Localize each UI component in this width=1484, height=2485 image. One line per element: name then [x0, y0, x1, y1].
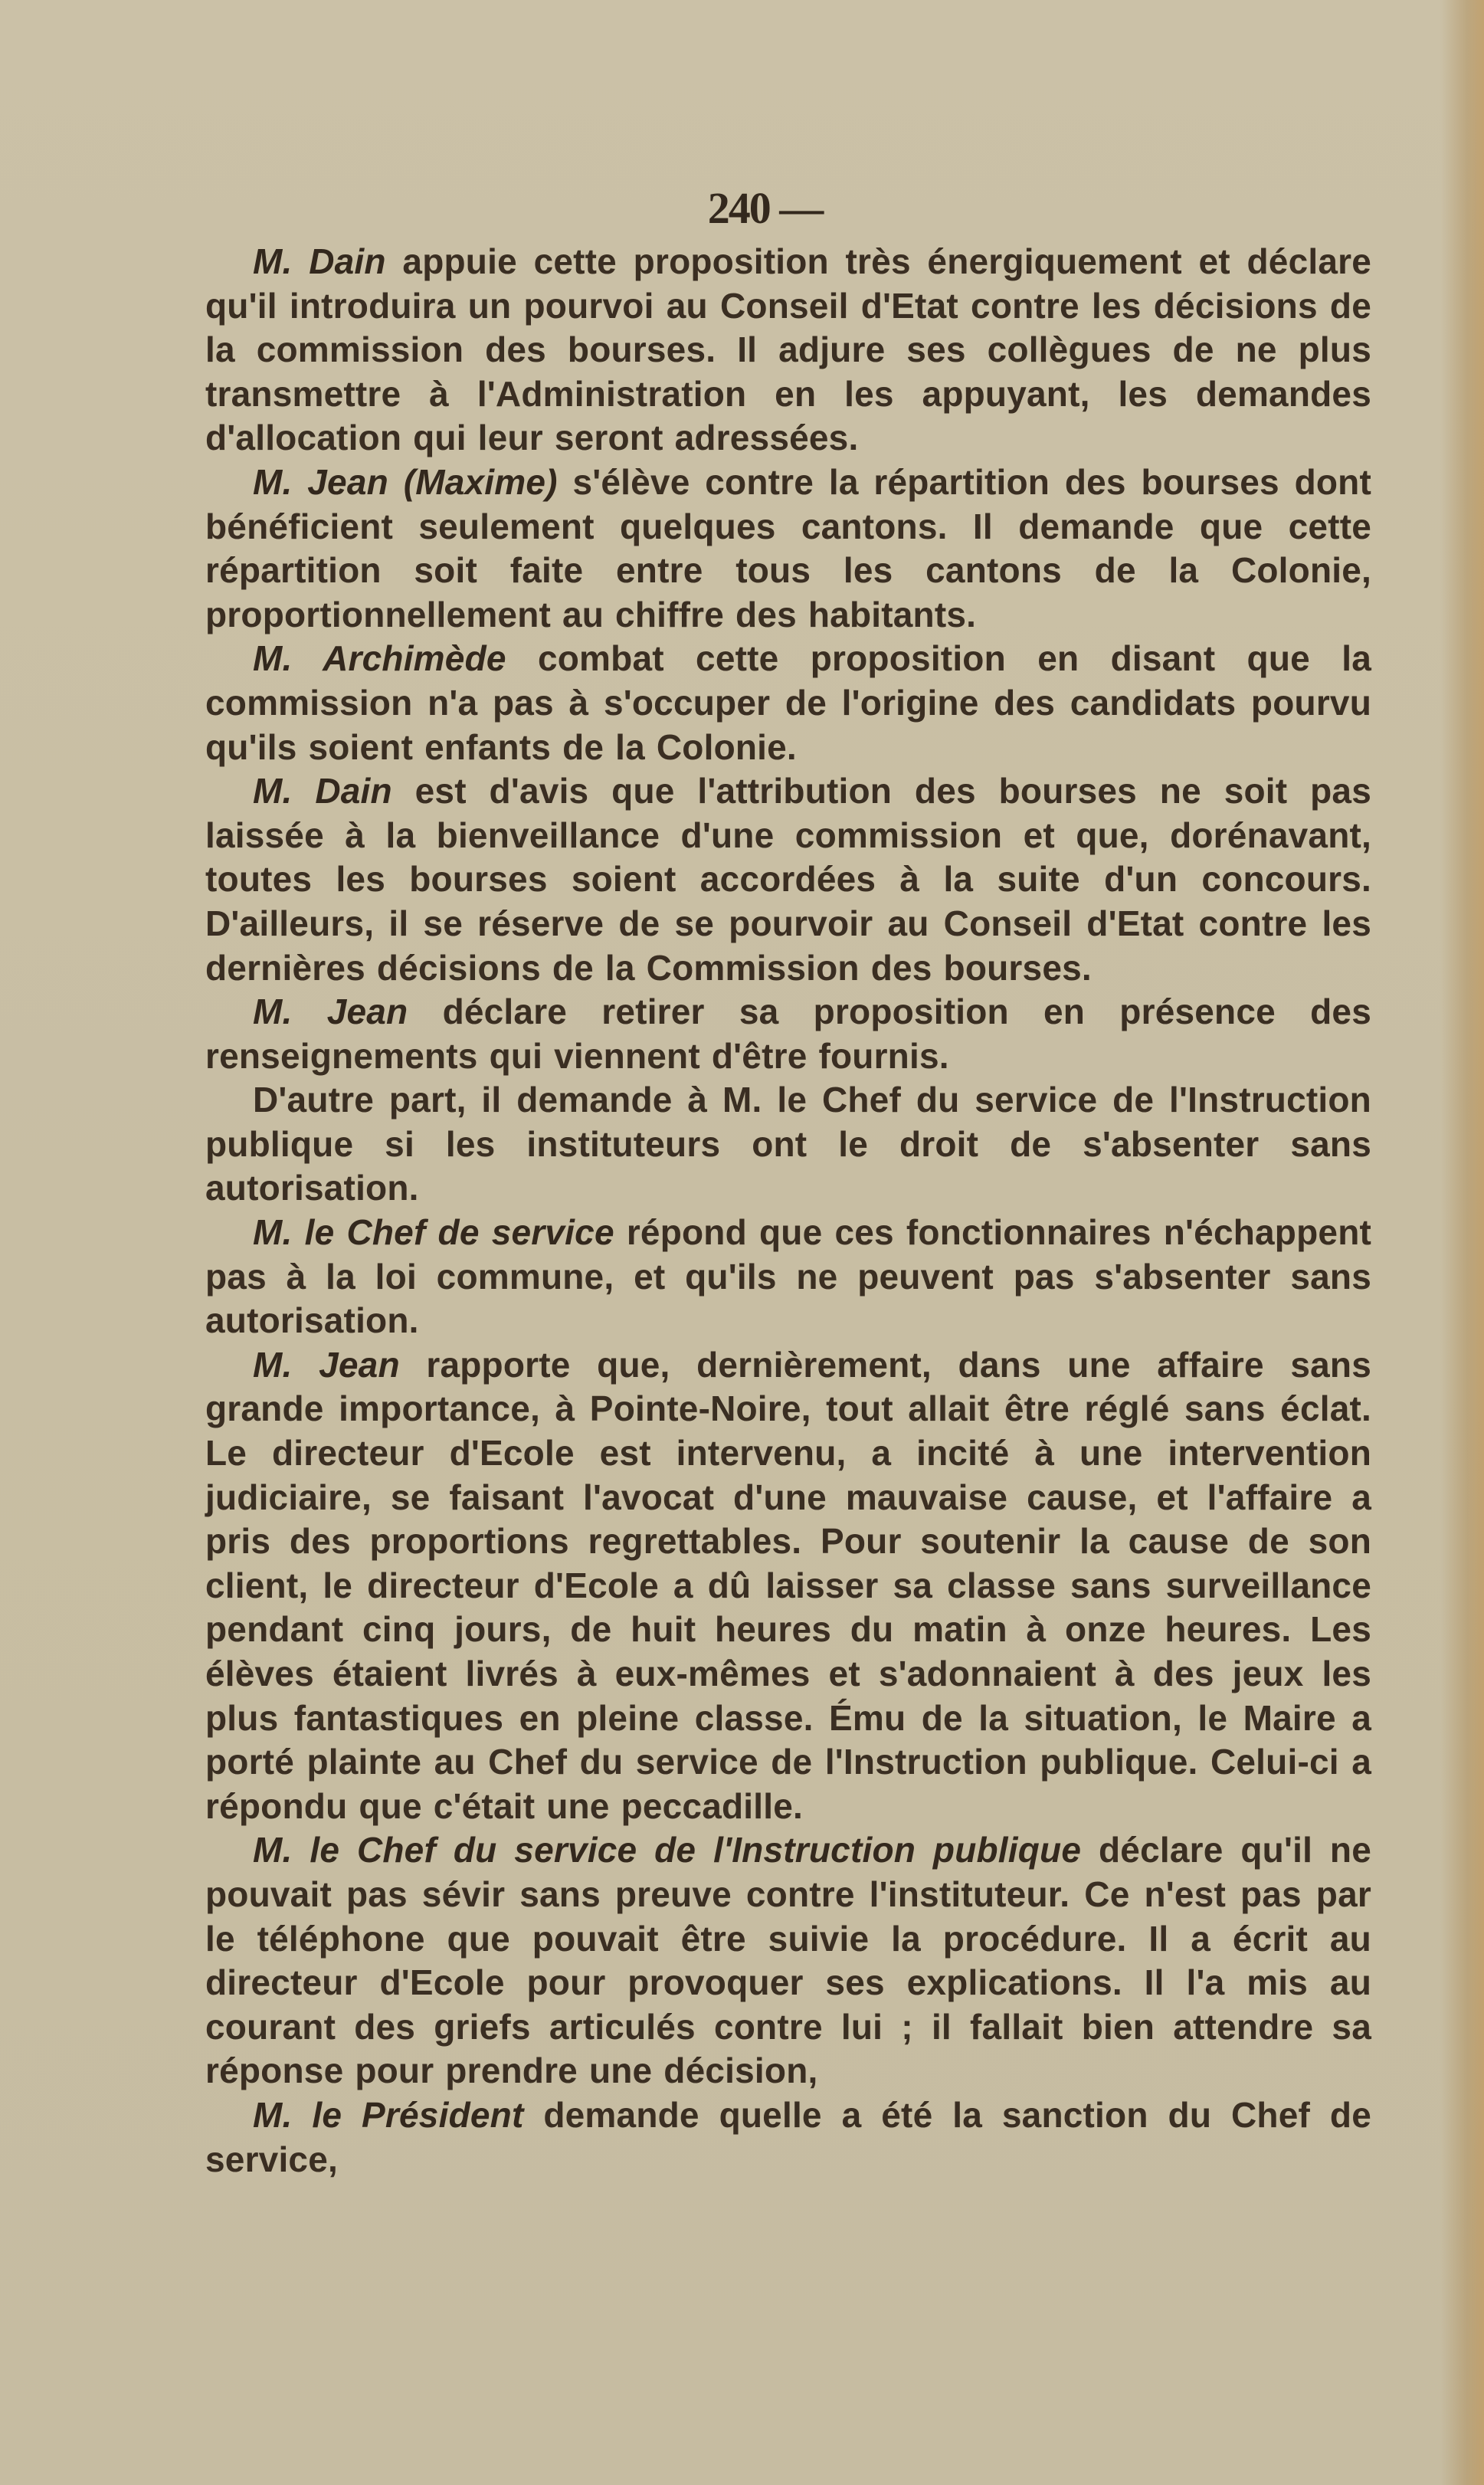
speaker-name: M. Jean	[253, 992, 408, 1032]
paragraph-president	[205, 2093, 1371, 2182]
speaker-name: M. Archimède	[253, 638, 506, 679]
paragraph-text: appuie cette proposition très énergiquement et déclare qu'il introduira un pourvoi au Conseil d'Etat contre les décisions de la commission des bourses. Il adjure ses collègues de ne plus transmettre à l'Administration en les appuyant, les demandes d'allocation qui leur seront adressées.	[205, 241, 1372, 458]
paragraph-text: D'autre part, il demande à M. le Chef du service de l'Instruction publique si les instituteurs ont le droit de s'absenter sans autorisation.	[205, 1080, 1371, 1208]
paragraph-autre-part	[205, 1078, 1371, 1211]
paragraph-dain-avis	[205, 769, 1371, 990]
speaker-name: M. Jean (Maxime)	[253, 461, 558, 502]
paragraph-archimede	[205, 637, 1371, 769]
paragraph-jean-retire	[205, 990, 1371, 1078]
paragraph-text: demande quelle a été la sanction du Chef de service,	[205, 2094, 1371, 2179]
speaker-name: M. Dain	[253, 771, 392, 811]
paragraph-text: s'élève contre la répartition des bourses dont bénéficient seulement quelques cantons. Il demande que cette répartition soit faite entre tous les cantons de la Colonie, proportionnellement au chiffre des habitants.	[205, 461, 1371, 634]
speaker-name: M. le Président	[253, 2094, 524, 2135]
paragraph-chef-declare	[205, 1828, 1371, 2093]
paragraph-text: est d'avis que l'attribution des bourses ne soit pas laissée à la bienveillance d'une commission et que, dorénavant, toutes les bourses soient accordées à la suite d'un concours. D'ailleurs, il se réserve de se pourvoir au Conseil d'Etat contre les dernières décisions de la Commission des bourses.	[205, 771, 1371, 988]
paragraph-jean-rapporte	[205, 1343, 1371, 1829]
paragraph-text: déclare qu'il ne pouvait pas sévir sans preuve contre l'instituteur. Ce n'est pas par le téléphone que pouvait être suivie la procédure. Il a écrit au directeur d'Ecole pour provoquer ses explications. Il l'a mis au courant des griefs articulés contre lui ; il fallait bien attendre sa réponse pour prendre une décision,	[205, 1830, 1371, 2091]
paragraph-text: combat cette proposition en disant que la commission n'a pas à s'occuper de l'origine des candidats pourvu qu'ils soient enfants de la Colonie.	[205, 638, 1371, 767]
minutes-text	[205, 240, 1371, 2182]
speaker-name: M. le Chef de service	[253, 1212, 614, 1253]
speaker-name: M. Jean	[253, 1344, 400, 1385]
paragraph-dain-appuie	[205, 240, 1371, 461]
paragraph-text: déclare retirer sa proposition en présence des renseignements qui viennent d'être fournis.	[205, 992, 1371, 1076]
speaker-name: M. Dain	[253, 241, 386, 281]
paragraph-jean-maxime	[205, 461, 1371, 637]
page-number: 240 —	[707, 183, 823, 233]
paragraph-text: répond que ces fonctionnaires n'échappent pas à la loi commune, et qu'ils ne peuvent pas s'absenter sans autorisation.	[205, 1212, 1372, 1341]
paragraph-chef-repond	[205, 1211, 1371, 1343]
paragraph-text: rapporte que, dernièrement, dans une affaire sans grande importance, à Pointe-Noire, tout allait être réglé sans éclat. Le directeur d'Ecole est intervenu, a incité à une intervention judiciaire, se faisant l'avocat d'une mauvaise cause, et l'affaire a pris des proportions regrettables. Pour soutenir la cause de son client, le directeur d'Ecole a dû laisser sa classe sans surveillance pendant cinq jours, de huit heures du matin à onze heures. Les élèves étaient livrés à eux-mêmes et s'adonnaient à des jeux les plus fantastiques en pleine classe. Ému de la situation, le Maire a porté plainte au Chef du service de l'Instruction publique. Celui-ci a répondu que c'était une peccadille.	[205, 1344, 1371, 1826]
speaker-name: M. le Chef du service de l'Instruction publique	[253, 1830, 1082, 1870]
